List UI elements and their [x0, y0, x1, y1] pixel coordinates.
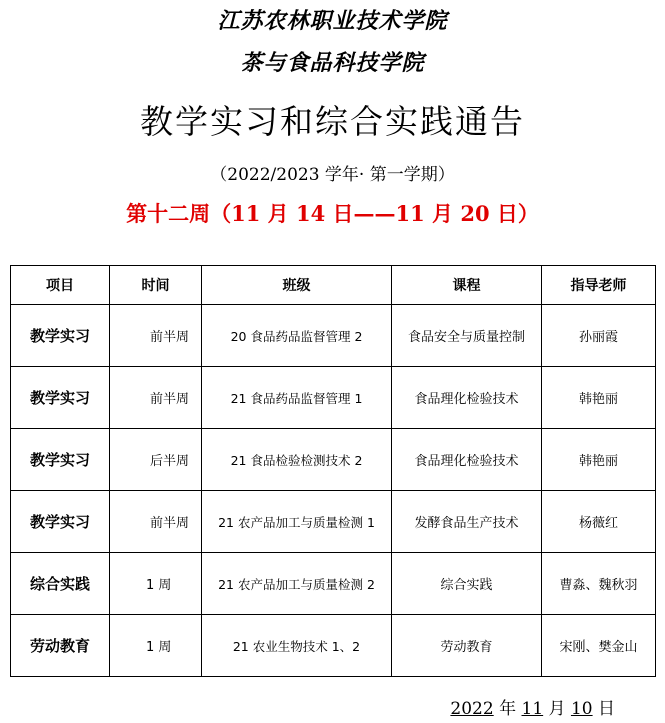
date-year-unit: 年 — [499, 699, 517, 719]
date-year: 2022 — [450, 699, 494, 719]
header-project: 项目 — [11, 266, 110, 305]
cell-course: 食品理化检验技术 — [392, 367, 542, 429]
cell-course: 食品理化检验技术 — [392, 429, 542, 491]
cell-time: 1 周 — [110, 615, 202, 677]
cell-class: 20 食品药品监督管理 2 — [202, 305, 392, 367]
cell-class: 21 农业生物技术 1、2 — [202, 615, 392, 677]
cell-type: 教学实习 — [11, 491, 110, 553]
cell-teacher: 韩艳丽 — [542, 367, 656, 429]
academic-term: （2022/2023 学年· 第一学期） — [210, 165, 455, 185]
cell-class: 21 农产品加工与质量检测 1 — [202, 491, 392, 553]
cell-time: 1 周 — [110, 553, 202, 615]
college-name: 茶与食品科技学院 — [240, 51, 425, 76]
cell-type: 综合实践 — [11, 553, 110, 615]
table-row — [11, 491, 656, 553]
cell-course: 劳动教育 — [392, 615, 542, 677]
table-row — [11, 429, 656, 491]
cell-teacher: 杨薇红 — [542, 491, 656, 553]
table-row — [11, 615, 656, 677]
table-header-row — [11, 266, 656, 305]
cell-class: 21 食品药品监督管理 1 — [202, 367, 392, 429]
header-class: 班级 — [202, 266, 392, 305]
table-row — [11, 367, 656, 429]
table-row — [11, 553, 656, 615]
date-month: 11 — [521, 699, 544, 719]
date-month-unit: 月 — [548, 699, 566, 719]
cell-course: 发酵食品生产技术 — [392, 491, 542, 553]
cell-course: 食品安全与质量控制 — [392, 305, 542, 367]
cell-type: 教学实习 — [11, 305, 110, 367]
notice-title: 教学实习和综合实践通告 — [140, 102, 525, 141]
cell-class: 21 食品检验检测技术 2 — [202, 429, 392, 491]
cell-teacher: 韩艳丽 — [542, 429, 656, 491]
cell-type: 劳动教育 — [11, 615, 110, 677]
header-teacher: 指导老师 — [542, 266, 656, 305]
date-day: 10 — [570, 699, 593, 719]
cell-teacher: 曹淼、魏秋羽 — [542, 553, 656, 615]
issue-date — [450, 694, 615, 719]
week-range: 第十二周（11 月 14 日——11 月 20 日） — [126, 201, 539, 226]
schedule-table — [10, 265, 656, 677]
cell-time: 前半周 — [110, 305, 202, 367]
cell-class: 21 农产品加工与质量检测 2 — [202, 553, 392, 615]
date-day-unit: 日 — [598, 699, 615, 719]
header-time: 时间 — [110, 266, 202, 305]
cell-time: 前半周 — [110, 491, 202, 553]
institution-name: 江苏农林职业技术学院 — [217, 9, 448, 34]
cell-type: 教学实习 — [11, 429, 110, 491]
cell-time: 前半周 — [110, 367, 202, 429]
cell-teacher: 宋刚、樊金山 — [542, 615, 656, 677]
header-course: 课程 — [392, 266, 542, 305]
cell-type: 教学实习 — [11, 367, 110, 429]
cell-teacher: 孙丽霞 — [542, 305, 656, 367]
table-row — [11, 305, 656, 367]
cell-time: 后半周 — [110, 429, 202, 491]
cell-course: 综合实践 — [392, 553, 542, 615]
